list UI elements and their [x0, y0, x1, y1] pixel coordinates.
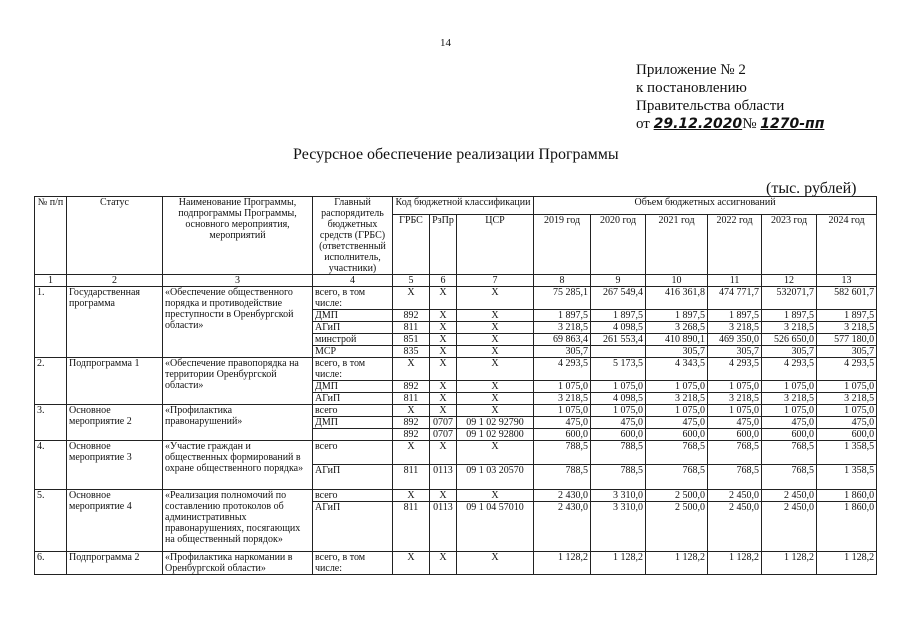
cell-budget-value: 305,7	[817, 346, 877, 358]
cell-budget-value: 600,0	[817, 429, 877, 441]
column-index: 2	[67, 275, 163, 287]
cell-code-grbs: Х	[393, 287, 430, 310]
table-row	[35, 490, 877, 502]
cell-budget-value: 4 293,5	[817, 358, 877, 381]
cell-grbs: всего	[313, 490, 393, 502]
cell-budget-value: 788,5	[591, 441, 646, 465]
cell-budget-value: 768,5	[762, 441, 817, 465]
cell-code-rzpr: Х	[430, 287, 457, 310]
cell-budget-value: 1 358,5	[817, 441, 877, 465]
cell-budget-value: 3 218,5	[762, 393, 817, 405]
cell-budget-value: 261 553,4	[591, 334, 646, 346]
cell-budget-value: 1 075,0	[708, 405, 762, 417]
cell-budget-value: 1 897,5	[646, 310, 708, 322]
cell-budget-value: 5 173,5	[591, 358, 646, 381]
row-program-name: «Реализация полномочий по составлению протоколов об административных правонарушениях, посягающих на общественный порядок»	[163, 490, 313, 552]
cell-budget-value: 3 218,5	[817, 322, 877, 334]
cell-budget-value: 1 358,5	[817, 465, 877, 490]
cell-budget-value: 1 897,5	[762, 310, 817, 322]
cell-budget-value: 3 218,5	[817, 393, 877, 405]
cell-grbs: МСР	[313, 346, 393, 358]
cell-code-csr: Х	[457, 405, 534, 417]
cell-grbs: АГиП	[313, 465, 393, 490]
cell-grbs: АГиП	[313, 393, 393, 405]
cell-budget-value: 1 128,2	[646, 552, 708, 575]
cell-budget-value: 2 450,0	[762, 490, 817, 502]
cell-budget-value: 3 218,5	[708, 393, 762, 405]
cell-code-csr: Х	[457, 381, 534, 393]
appendix-block	[636, 61, 824, 133]
cell-grbs: ДМП	[313, 381, 393, 393]
cell-budget-value: 600,0	[708, 429, 762, 441]
cell-budget-value: 4 293,5	[708, 358, 762, 381]
column-index: 11	[708, 275, 762, 287]
cell-budget-value: 3 218,5	[646, 393, 708, 405]
cell-code-grbs: 811	[393, 393, 430, 405]
column-index: 12	[762, 275, 817, 287]
cell-code-csr: 09 1 02 92800	[457, 429, 534, 441]
cell-grbs: всего, в том числе:	[313, 552, 393, 575]
column-index: 5	[393, 275, 430, 287]
cell-code-rzpr: Х	[430, 393, 457, 405]
row-status: Основное мероприятие 4	[67, 490, 163, 552]
cell-budget-value: 1 075,0	[762, 381, 817, 393]
column-index: 13	[817, 275, 877, 287]
cell-budget-value: 3 218,5	[534, 322, 591, 334]
cell-code-grbs: 892	[393, 429, 430, 441]
table-row	[35, 358, 877, 381]
cell-budget-value: 1 897,5	[708, 310, 762, 322]
cell-budget-value: 1 075,0	[817, 381, 877, 393]
header-code-col: ЦСР	[457, 215, 534, 275]
handwritten-date: 29.12.2020	[653, 116, 743, 132]
cell-budget-value: 75 285,1	[534, 287, 591, 310]
cell-code-rzpr: 0113	[430, 465, 457, 490]
cell-budget-value: 3 218,5	[534, 393, 591, 405]
cell-grbs: всего, в том числе:	[313, 358, 393, 381]
cell-budget-value: 1 897,5	[591, 310, 646, 322]
row-program-name: «Участие граждан и общественных формирований в охране общественного порядка»	[163, 441, 313, 490]
cell-budget-value: 3 310,0	[591, 490, 646, 502]
cell-budget-value: 305,7	[708, 346, 762, 358]
cell-budget-value: 768,5	[646, 465, 708, 490]
header-budget-group: Объем бюджетных ассигнований	[534, 197, 877, 215]
cell-budget-value: 1 860,0	[817, 490, 877, 502]
cell-code-rzpr: Х	[430, 310, 457, 322]
row-program-name: «Обеспечение правопорядка на территории Оренбургской области»	[163, 358, 313, 405]
cell-grbs: АГиП	[313, 502, 393, 552]
row-status: Основное мероприятие 3	[67, 441, 163, 490]
cell-budget-value: 577 180,0	[817, 334, 877, 346]
cell-budget-value: 2 500,0	[646, 490, 708, 502]
appendix-line-3: Правительства области	[636, 98, 785, 114]
cell-code-grbs: Х	[393, 358, 430, 381]
cell-budget-value: 475,0	[591, 417, 646, 429]
column-index: 9	[591, 275, 646, 287]
cell-code-csr: 09 1 03 20570	[457, 465, 534, 490]
column-index: 4	[313, 275, 393, 287]
cell-grbs: всего	[313, 405, 393, 417]
cell-code-grbs: 811	[393, 465, 430, 490]
cell-code-rzpr: 0113	[430, 502, 457, 552]
cell-budget-value: 1 075,0	[708, 381, 762, 393]
column-index: 6	[430, 275, 457, 287]
cell-budget-value: 410 890,1	[646, 334, 708, 346]
cell-budget-value: 2 430,0	[534, 502, 591, 552]
header-year: 2020 год	[591, 215, 646, 275]
table-body	[35, 287, 877, 575]
cell-budget-value	[591, 346, 646, 358]
cell-code-csr: Х	[457, 346, 534, 358]
handwritten-number: 1270-пп	[760, 116, 825, 132]
row-status: Подпрограмма 1	[67, 358, 163, 405]
row-number: 1.	[35, 287, 67, 358]
cell-budget-value: 305,7	[646, 346, 708, 358]
row-number: 6.	[35, 552, 67, 575]
row-status: Подпрограмма 2	[67, 552, 163, 575]
cell-budget-value: 475,0	[817, 417, 877, 429]
cell-code-csr: Х	[457, 334, 534, 346]
cell-code-grbs: Х	[393, 490, 430, 502]
column-index: 7	[457, 275, 534, 287]
cell-budget-value: 475,0	[762, 417, 817, 429]
cell-budget-value: 1 897,5	[817, 310, 877, 322]
appendix-line-1: Приложение № 2	[636, 62, 746, 78]
column-index: 8	[534, 275, 591, 287]
row-number: 2.	[35, 358, 67, 405]
cell-code-rzpr: Х	[430, 552, 457, 575]
cell-budget-value: 475,0	[708, 417, 762, 429]
cell-budget-value: 474 771,7	[708, 287, 762, 310]
cell-grbs	[313, 429, 393, 441]
header-code-col: РзПр	[430, 215, 457, 275]
cell-code-csr: Х	[457, 441, 534, 465]
cell-budget-value: 4 293,5	[762, 358, 817, 381]
cell-budget-value: 600,0	[762, 429, 817, 441]
row-program-name: «Профилактика наркомании в Оренбургской области»	[163, 552, 313, 575]
cell-budget-value: 1 860,0	[817, 502, 877, 552]
header-num: № п/п	[35, 197, 67, 275]
table-row	[35, 552, 877, 575]
header-grbs: Главный распорядитель бюджетных средств (ГРБС) (ответственный исполнитель, участники)	[313, 197, 393, 275]
cell-budget-value: 3 218,5	[708, 322, 762, 334]
cell-code-grbs: 892	[393, 417, 430, 429]
table-row	[35, 287, 877, 310]
cell-budget-value: 1 075,0	[646, 405, 708, 417]
date-prefix: от	[636, 116, 650, 132]
cell-budget-value: 3 218,5	[762, 322, 817, 334]
cell-code-grbs: 851	[393, 334, 430, 346]
units-label: (тыс. рублей)	[766, 180, 857, 197]
header-code-col: ГРБС	[393, 215, 430, 275]
cell-budget-value: 305,7	[762, 346, 817, 358]
cell-code-rzpr: Х	[430, 441, 457, 465]
cell-budget-value: 2 500,0	[646, 502, 708, 552]
cell-budget-value: 469 350,0	[708, 334, 762, 346]
cell-code-rzpr: Х	[430, 358, 457, 381]
cell-budget-value: 4 098,5	[591, 393, 646, 405]
cell-code-grbs: 835	[393, 346, 430, 358]
cell-budget-value: 1 128,2	[534, 552, 591, 575]
header-year: 2021 год	[646, 215, 708, 275]
cell-budget-value: 768,5	[708, 441, 762, 465]
cell-budget-value: 2 450,0	[708, 502, 762, 552]
cell-budget-value: 1 128,2	[762, 552, 817, 575]
cell-budget-value: 1 128,2	[817, 552, 877, 575]
cell-grbs: ДМП	[313, 310, 393, 322]
cell-code-csr: Х	[457, 322, 534, 334]
cell-code-rzpr: Х	[430, 381, 457, 393]
cell-budget-value: 1 075,0	[534, 381, 591, 393]
cell-budget-value: 1 128,2	[708, 552, 762, 575]
cell-budget-value: 582 601,7	[817, 287, 877, 310]
appendix-line-2: к постановлению	[636, 80, 747, 96]
cell-budget-value: 305,7	[534, 346, 591, 358]
page-number: 14	[440, 37, 451, 49]
cell-code-csr: Х	[457, 358, 534, 381]
cell-grbs: АГиП	[313, 322, 393, 334]
number-prefix: №	[742, 116, 757, 132]
cell-code-rzpr: Х	[430, 405, 457, 417]
cell-budget-value: 3 268,5	[646, 322, 708, 334]
cell-budget-value: 526 650,0	[762, 334, 817, 346]
appendix-date-line	[636, 115, 824, 133]
table-header	[35, 197, 877, 287]
header-name: Наименование Программы, подпрограммы Программы, основного мероприятия, мероприятий	[163, 197, 313, 275]
cell-budget-value: 2 450,0	[762, 502, 817, 552]
cell-code-grbs: Х	[393, 552, 430, 575]
table-row	[35, 441, 877, 465]
cell-budget-value: 2 430,0	[534, 490, 591, 502]
header-status: Статус	[67, 197, 163, 275]
cell-budget-value: 1 075,0	[646, 381, 708, 393]
table-row	[35, 405, 877, 417]
cell-budget-value: 600,0	[534, 429, 591, 441]
cell-code-grbs: 811	[393, 502, 430, 552]
resource-table	[34, 196, 877, 575]
cell-code-rzpr: Х	[430, 322, 457, 334]
row-number: 4.	[35, 441, 67, 490]
cell-budget-value: 1 897,5	[534, 310, 591, 322]
cell-budget-value: 475,0	[534, 417, 591, 429]
column-index: 3	[163, 275, 313, 287]
cell-code-csr: Х	[457, 287, 534, 310]
cell-budget-value: 4 343,5	[646, 358, 708, 381]
cell-code-rzpr: Х	[430, 334, 457, 346]
cell-code-rzpr: Х	[430, 346, 457, 358]
column-index: 1	[35, 275, 67, 287]
cell-budget-value: 532071,7	[762, 287, 817, 310]
row-number: 5.	[35, 490, 67, 552]
cell-code-grbs: Х	[393, 405, 430, 417]
cell-budget-value: 69 863,4	[534, 334, 591, 346]
cell-grbs: минстрой	[313, 334, 393, 346]
cell-budget-value: 267 549,4	[591, 287, 646, 310]
header-year: 2023 год	[762, 215, 817, 275]
cell-budget-value: 4 098,5	[591, 322, 646, 334]
cell-code-csr: Х	[457, 490, 534, 502]
cell-budget-value: 600,0	[591, 429, 646, 441]
cell-budget-value: 788,5	[534, 465, 591, 490]
cell-code-csr: 09 1 04 57010	[457, 502, 534, 552]
cell-budget-value: 416 361,8	[646, 287, 708, 310]
header-year: 2022 год	[708, 215, 762, 275]
cell-budget-value: 1 075,0	[534, 405, 591, 417]
header-year: 2019 год	[534, 215, 591, 275]
cell-grbs: всего, в том числе:	[313, 287, 393, 310]
cell-budget-value: 788,5	[534, 441, 591, 465]
cell-budget-value: 1 075,0	[817, 405, 877, 417]
cell-budget-value: 788,5	[591, 465, 646, 490]
cell-budget-value: 475,0	[646, 417, 708, 429]
header-code-group: Код бюджетной классификации	[393, 197, 534, 215]
row-status: Государственная программа	[67, 287, 163, 358]
row-number: 3.	[35, 405, 67, 441]
cell-budget-value: 600,0	[646, 429, 708, 441]
header-year: 2024 год	[817, 215, 877, 275]
cell-code-grbs: 811	[393, 322, 430, 334]
cell-code-csr: Х	[457, 310, 534, 322]
cell-budget-value: 2 450,0	[708, 490, 762, 502]
cell-budget-value: 1 075,0	[591, 405, 646, 417]
row-program-name: «Обеспечение общественного порядка и противодействие преступности в Оренбургской области»	[163, 287, 313, 358]
cell-budget-value: 1 075,0	[762, 405, 817, 417]
cell-code-grbs: 892	[393, 310, 430, 322]
cell-budget-value: 1 128,2	[591, 552, 646, 575]
cell-code-csr: 09 1 02 92790	[457, 417, 534, 429]
cell-code-rzpr: 0707	[430, 417, 457, 429]
document-title: Ресурсное обеспечение реализации Программы	[293, 146, 619, 163]
cell-budget-value: 768,5	[646, 441, 708, 465]
cell-budget-value: 768,5	[708, 465, 762, 490]
cell-budget-value: 4 293,5	[534, 358, 591, 381]
cell-code-grbs: Х	[393, 441, 430, 465]
cell-budget-value: 3 310,0	[591, 502, 646, 552]
cell-code-csr: Х	[457, 393, 534, 405]
cell-code-grbs: 892	[393, 381, 430, 393]
row-status: Основное мероприятие 2	[67, 405, 163, 441]
cell-code-rzpr: 0707	[430, 429, 457, 441]
cell-grbs: всего	[313, 441, 393, 465]
column-index: 10	[646, 275, 708, 287]
cell-budget-value: 1 075,0	[591, 381, 646, 393]
row-program-name: «Профилактика правонарушений»	[163, 405, 313, 441]
cell-code-csr: Х	[457, 552, 534, 575]
cell-code-rzpr: Х	[430, 490, 457, 502]
cell-budget-value: 768,5	[762, 465, 817, 490]
cell-grbs: ДМП	[313, 417, 393, 429]
